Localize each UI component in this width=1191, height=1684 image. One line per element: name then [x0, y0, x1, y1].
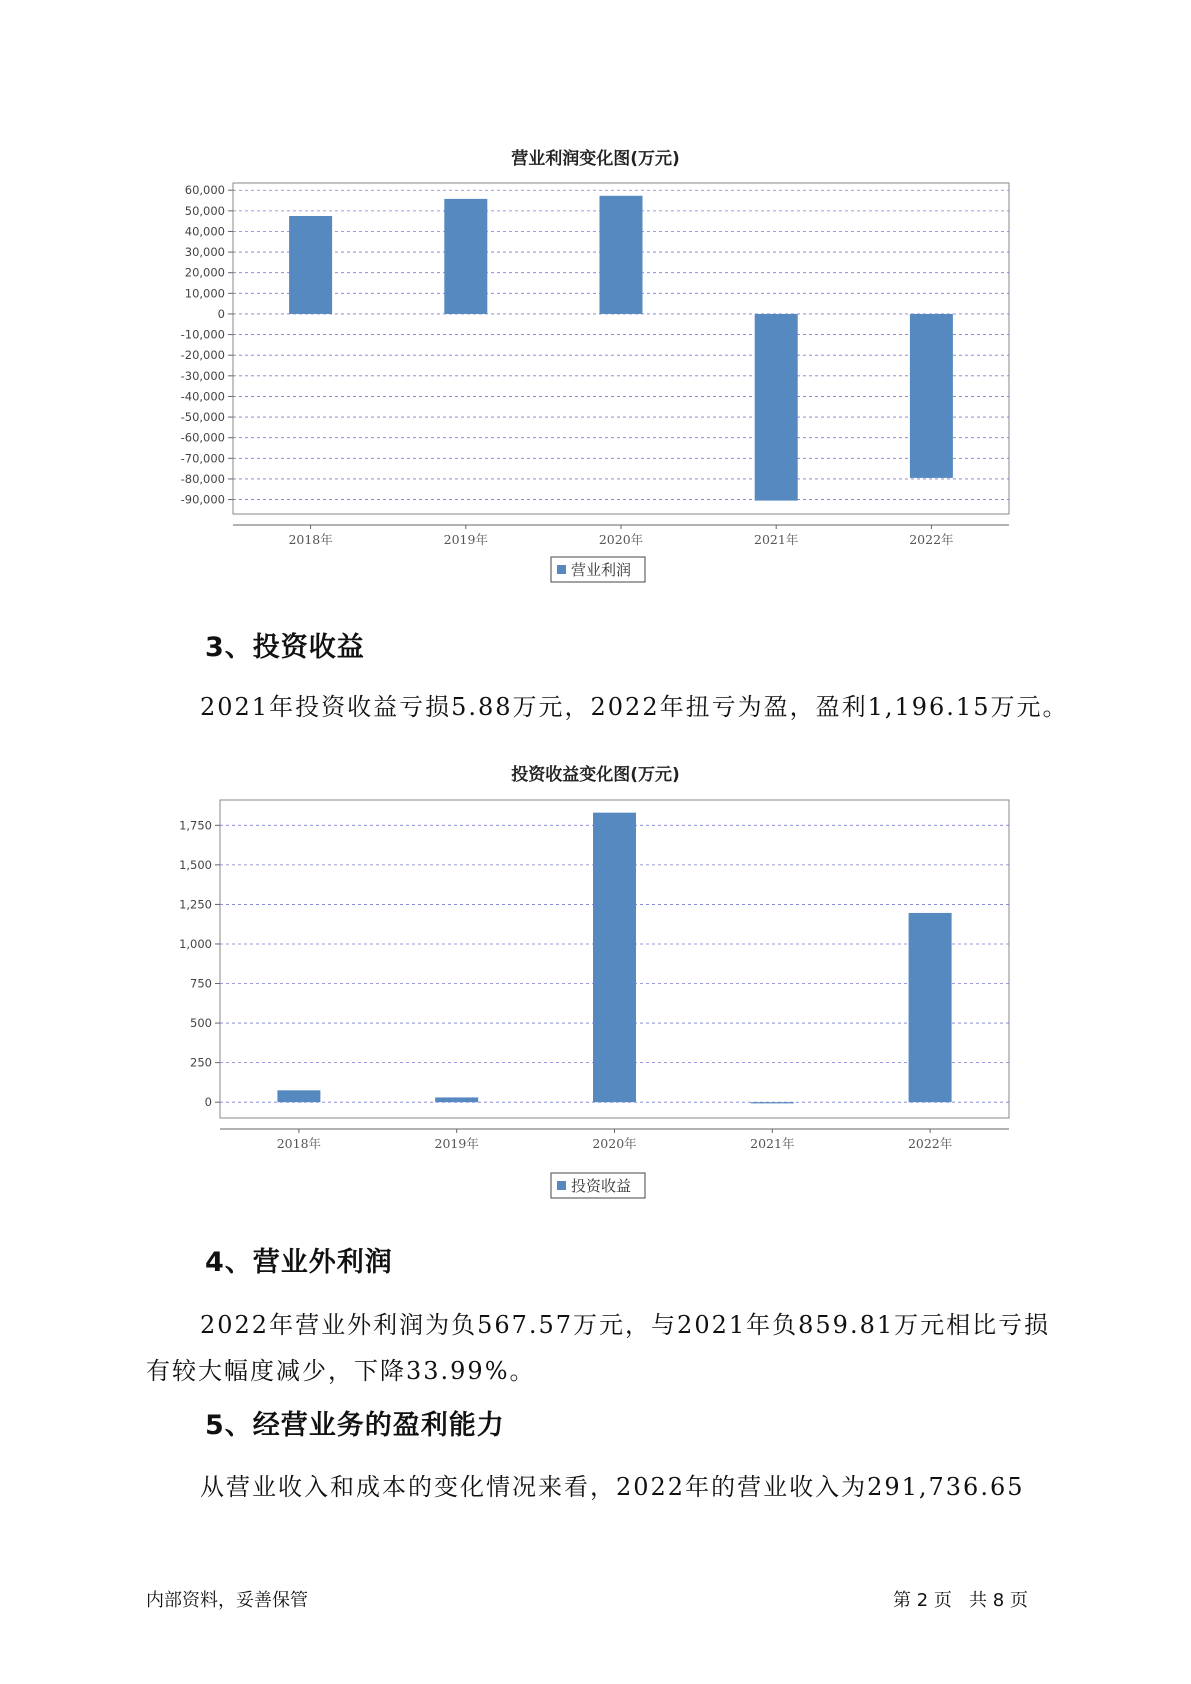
- x-tick-label: 2022年: [909, 532, 954, 547]
- section-4-heading: 4、营业外利润: [205, 1247, 393, 1278]
- y-tick-label: 1,750: [179, 818, 212, 833]
- y-tick-label: -10,000: [180, 327, 225, 342]
- y-tick-label: -30,000: [180, 368, 225, 383]
- y-tick-label: 50,000: [184, 203, 225, 218]
- y-tick-label: -70,000: [180, 451, 225, 466]
- x-tick-label: 2020年: [598, 532, 644, 547]
- section-4-text-line1: 2022年营业外利润为负567.57万元，与2021年负859.81万元相比亏损: [200, 1311, 1051, 1339]
- y-tick-label: 60,000: [184, 183, 225, 198]
- y-tick-label: 1,250: [179, 897, 212, 912]
- y-tick-label: 0: [217, 306, 225, 321]
- y-tick-label: 30,000: [184, 245, 225, 260]
- y-tick-label: 20,000: [184, 265, 225, 280]
- section-5-text: 从营业收入和成本的变化情况来看，2022年的营业收入为291,736.65: [200, 1473, 1025, 1501]
- y-tick-label: -40,000: [180, 389, 225, 404]
- y-tick-label: -60,000: [180, 430, 225, 445]
- x-tick-label: 2018年: [276, 1136, 322, 1151]
- x-tick-label: 2018年: [288, 532, 333, 547]
- x-tick-label: 2022年: [907, 1136, 953, 1151]
- chart2-title: 投资收益变化图(万元): [511, 765, 680, 785]
- x-tick-label: 2020年: [592, 1136, 637, 1151]
- y-tick-label: 1,000: [179, 936, 212, 951]
- y-tick-label: 1,500: [179, 857, 212, 872]
- x-tick-label: 2021年: [754, 532, 799, 547]
- footer-page-number: 第 2 页 共 8 页: [893, 1590, 1028, 1611]
- legend-label: 营业利润: [571, 561, 632, 579]
- y-tick-label: 10,000: [184, 286, 225, 301]
- bar-2019年: [435, 1097, 478, 1102]
- x-tick-label: 2021年: [750, 1136, 795, 1151]
- x-tick-label: 2019年: [434, 1136, 479, 1151]
- bar-2020年: [593, 813, 636, 1103]
- chart1-title: 营业利润变化图(万元): [511, 149, 680, 169]
- legend-label: 投资收益: [571, 1177, 632, 1195]
- footer-confidential: 内部资料，妥善保管: [146, 1590, 308, 1611]
- y-tick-label: -80,000: [180, 471, 225, 486]
- y-tick-label: 500: [190, 1016, 212, 1031]
- section-3-heading: 3、投资收益: [205, 632, 365, 663]
- y-tick-label: -90,000: [180, 492, 225, 507]
- y-tick-label: -20,000: [180, 348, 225, 363]
- bar-2021年: [751, 1102, 794, 1103]
- bar-2022年: [909, 913, 952, 1102]
- legend-swatch: [557, 1181, 566, 1190]
- section-3-text: 2021年投资收益亏损5.88万元，2022年扭亏为盈，盈利1,196.15万元。: [200, 693, 1069, 721]
- section-5-heading: 5、经营业务的盈利能力: [205, 1410, 505, 1441]
- y-tick-label: 0: [204, 1095, 212, 1110]
- x-tick-label: 2019年: [443, 532, 488, 547]
- section-4-text-line2: 有较大幅度减少，下降33.99%。: [146, 1357, 536, 1385]
- y-tick-label: 750: [190, 976, 212, 991]
- y-tick-label: 40,000: [184, 224, 225, 239]
- bar-2018年: [277, 1090, 320, 1102]
- y-tick-label: 250: [190, 1055, 212, 1070]
- y-tick-label: -50,000: [180, 410, 225, 425]
